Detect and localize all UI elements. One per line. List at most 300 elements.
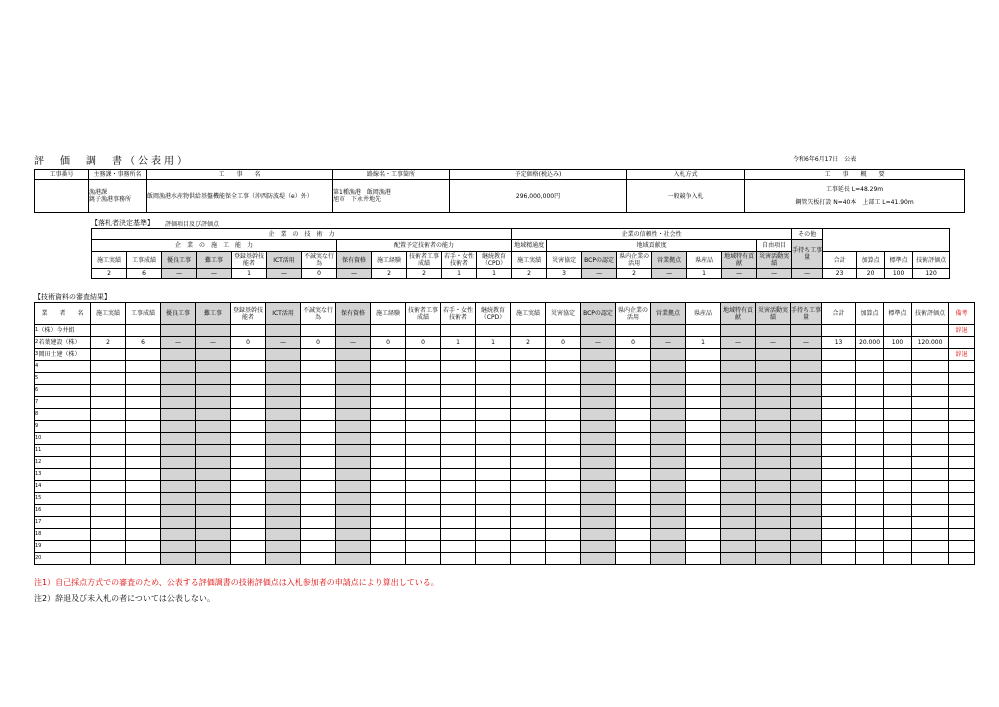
result-cell: [856, 529, 884, 541]
result-cell: [161, 397, 196, 409]
remarks-cell: [949, 541, 975, 553]
result-cell: [161, 481, 196, 493]
result-cell: [822, 373, 856, 385]
result-cell: [476, 493, 511, 505]
document-title: 評 価 調 書（公表用）: [34, 156, 190, 167]
result-cell: [721, 541, 756, 553]
result-cell: [196, 349, 231, 361]
result-cell: [266, 481, 301, 493]
result-cell: [266, 469, 301, 481]
crit-col: ICT活用: [267, 252, 302, 269]
result-cell: [196, 325, 231, 337]
result-cell: [126, 445, 161, 457]
result-cell: —: [161, 337, 196, 349]
result-cell: 120.000: [912, 337, 949, 349]
result-cell: —: [196, 337, 231, 349]
sub-construction-ability: 企 業 の 施 工 能 力: [92, 240, 337, 252]
result-cell: [546, 553, 581, 565]
result-cell: [822, 457, 856, 469]
result-cell: [616, 409, 651, 421]
row-number: 13: [35, 469, 39, 481]
result-cell: [546, 445, 581, 457]
result-cell: [406, 553, 441, 565]
result-cell: [721, 433, 756, 445]
route-cell: [333, 180, 450, 213]
result-cell: [884, 397, 912, 409]
dept-line2: 銚子漁港事務所: [89, 196, 132, 203]
result-cell: [441, 385, 476, 397]
dept-line1: 漁港課: [89, 189, 108, 196]
result-cell: [686, 469, 721, 481]
result-cell: [91, 421, 126, 433]
result-cell: [791, 409, 822, 421]
result-cell: [791, 433, 822, 445]
result-cell: [196, 529, 231, 541]
table-row: [35, 553, 975, 565]
result-cell: [91, 553, 126, 565]
result-cell: [756, 325, 791, 337]
result-cell: [616, 397, 651, 409]
result-cell: [196, 445, 231, 457]
result-cell: [856, 397, 884, 409]
result-cell: [301, 385, 336, 397]
result-cell: [441, 433, 476, 445]
result-cell: [371, 517, 406, 529]
result-col-header: 加算点: [856, 303, 884, 325]
result-cell: 13: [822, 337, 856, 349]
sub-local-knowledge: 地域精通度: [512, 240, 547, 252]
result-cell: [406, 385, 441, 397]
note-2: 注2）辞退及び未入札の者については公表しない。: [34, 594, 215, 603]
result-cell: [441, 553, 476, 565]
result-cell: [511, 505, 546, 517]
result-cell: [91, 445, 126, 457]
result-cell: [161, 457, 196, 469]
result-cell: [912, 385, 949, 397]
result-cell: [546, 361, 581, 373]
remarks-cell: [949, 337, 975, 349]
criteria-value: 100: [885, 269, 913, 279]
result-cell: [791, 553, 822, 565]
summary-line1: 工事延長 L=48.29m: [825, 186, 884, 193]
result-cell: [161, 541, 196, 553]
summary-line2: 鋼管矢板打設 N=40本 上部工 L=41.90m: [795, 199, 914, 206]
result-cell: [721, 421, 756, 433]
result-cell: [756, 517, 791, 529]
result-cell: [721, 457, 756, 469]
vendor-name: [39, 433, 91, 445]
result-cell: [336, 397, 371, 409]
result-cell: [441, 493, 476, 505]
row-number: 6: [35, 385, 39, 397]
result-cell: [476, 433, 511, 445]
result-cell: [371, 553, 406, 565]
result-col-header: 登録基幹技能者: [231, 303, 266, 325]
result-col-header: 施工実績: [91, 303, 126, 325]
result-cell: [406, 493, 441, 505]
result-cell: [581, 445, 616, 457]
result-cell: 2: [511, 337, 546, 349]
table-row: [35, 349, 975, 361]
col-header-summary: 工 事 概 要: [745, 170, 965, 180]
result-cell: [686, 349, 721, 361]
vendor-name: [39, 553, 91, 565]
result-cell: [721, 409, 756, 421]
table-row: [35, 481, 975, 493]
table-row: [35, 529, 975, 541]
result-cell: [791, 325, 822, 337]
result-cell: [721, 397, 756, 409]
result-cell: [822, 325, 856, 337]
result-cell: [651, 325, 686, 337]
result-cell: [581, 505, 616, 517]
row-number: 12: [35, 457, 39, 469]
result-cell: [791, 517, 822, 529]
result-cell: [791, 373, 822, 385]
table-row: [35, 505, 975, 517]
result-cell: [721, 517, 756, 529]
result-cell: [441, 517, 476, 529]
result-cell: [476, 397, 511, 409]
result-cell: [756, 529, 791, 541]
col-header-route: 路線名・工事箇所: [333, 170, 450, 180]
result-cell: [266, 457, 301, 469]
result-cell: [581, 529, 616, 541]
result-cell: [511, 349, 546, 361]
result-cell: [686, 481, 721, 493]
criteria-value: —: [792, 269, 823, 279]
table-row: [35, 361, 975, 373]
result-cell: [616, 505, 651, 517]
remarks-cell: [949, 373, 975, 385]
result-cell: [511, 397, 546, 409]
result-cell: [791, 493, 822, 505]
result-cell: [476, 469, 511, 481]
result-cell: [651, 505, 686, 517]
result-cell: [686, 433, 721, 445]
result-cell: [441, 397, 476, 409]
result-cell: [912, 445, 949, 457]
result-cell: [511, 481, 546, 493]
result-cell: [791, 445, 822, 457]
result-cell: [301, 541, 336, 553]
result-cell: [756, 481, 791, 493]
criteria-value: —: [337, 269, 372, 279]
result-cell: [511, 445, 546, 457]
result-cell: [791, 505, 822, 517]
criteria-value: 1: [232, 269, 267, 279]
result-cell: [616, 541, 651, 553]
result-cell: [791, 397, 822, 409]
result-cell: [476, 385, 511, 397]
result-cell: 20.000: [856, 337, 884, 349]
result-cell: [441, 541, 476, 553]
result-cell: 6: [126, 337, 161, 349]
table-row: [35, 433, 975, 445]
result-cell: [884, 409, 912, 421]
vendor-name: [39, 421, 91, 433]
result-cell: [476, 409, 511, 421]
result-cell: [581, 481, 616, 493]
result-cell: [126, 505, 161, 517]
result-cell: [196, 385, 231, 397]
criteria-value: —: [722, 269, 757, 279]
result-cell: [884, 481, 912, 493]
result-cell: [651, 385, 686, 397]
result-cell: —: [756, 337, 791, 349]
criteria-value: —: [267, 269, 302, 279]
result-cell: [266, 325, 301, 337]
result-cell: [791, 421, 822, 433]
result-cell: [441, 373, 476, 385]
group-social: 企業の信頼性・社会性: [512, 229, 792, 240]
result-cell: [511, 325, 546, 337]
result-col-header: 標準点: [884, 303, 912, 325]
project-info-table: [34, 169, 965, 213]
result-cell: [91, 433, 126, 445]
result-cell: [651, 493, 686, 505]
result-cell: [161, 373, 196, 385]
result-cell: [756, 385, 791, 397]
result-cell: [196, 553, 231, 565]
result-cell: [476, 325, 511, 337]
result-cell: [756, 553, 791, 565]
result-col-header: 技術評価点: [912, 303, 949, 325]
result-cell: [756, 361, 791, 373]
result-cell: [546, 541, 581, 553]
result-cell: 0: [371, 337, 406, 349]
result-cell: [884, 493, 912, 505]
result-cell: [161, 493, 196, 505]
route-line1: 第1種漁港 飯岡漁港: [333, 189, 391, 196]
result-cell: [231, 541, 266, 553]
result-cell: [371, 385, 406, 397]
result-col-header: 地域特有貢献: [721, 303, 756, 325]
result-cell: [336, 373, 371, 385]
result-cell: 0: [616, 337, 651, 349]
result-cell: [856, 505, 884, 517]
result-cell: [231, 397, 266, 409]
result-cell: [266, 505, 301, 517]
result-cell: [441, 457, 476, 469]
result-cell: [371, 469, 406, 481]
result-cell: [546, 457, 581, 469]
result-cell: [616, 373, 651, 385]
table-row: [35, 469, 975, 481]
result-cell: [912, 349, 949, 361]
result-cell: [336, 349, 371, 361]
result-col-header: 手持ち工事量: [791, 303, 822, 325]
result-cell: 2: [91, 337, 126, 349]
result-cell: [126, 409, 161, 421]
crit-col: 工事成績: [127, 252, 162, 269]
result-cell: [686, 457, 721, 469]
result-cell: [546, 349, 581, 361]
result-cell: [371, 445, 406, 457]
result-cell: [126, 361, 161, 373]
result-cell: [161, 421, 196, 433]
result-cell: [196, 433, 231, 445]
result-cell: [91, 541, 126, 553]
result-cell: [581, 421, 616, 433]
result-cell: [756, 445, 791, 457]
result-cell: [546, 493, 581, 505]
result-cell: [196, 457, 231, 469]
result-cell: [884, 469, 912, 481]
result-cell: [686, 505, 721, 517]
result-cell: [616, 445, 651, 457]
result-cell: [126, 421, 161, 433]
result-cell: [231, 385, 266, 397]
result-cell: [756, 349, 791, 361]
result-col-header: 不誠実な行為: [301, 303, 336, 325]
result-cell: [721, 505, 756, 517]
result-cell: [616, 553, 651, 565]
result-cell: [266, 361, 301, 373]
result-cell: [231, 445, 266, 457]
result-cell: [616, 385, 651, 397]
group-tech: 企 業 の 技 術 力: [92, 229, 512, 240]
result-cell: [856, 385, 884, 397]
result-cell: [822, 469, 856, 481]
result-cell: [161, 385, 196, 397]
result-cell: [651, 481, 686, 493]
result-cell: [856, 469, 884, 481]
result-cell: [476, 373, 511, 385]
result-cell: [856, 421, 884, 433]
result-cell: [231, 421, 266, 433]
row-number: 7: [35, 397, 39, 409]
result-cell: [884, 325, 912, 337]
result-cell: [756, 493, 791, 505]
row-number: 1: [35, 325, 39, 337]
result-cell: [546, 325, 581, 337]
result-cell: [856, 457, 884, 469]
result-cell: [336, 517, 371, 529]
col-header-number: 工事番号: [35, 170, 89, 180]
criteria-value: 20: [857, 269, 885, 279]
result-cell: [756, 541, 791, 553]
result-cell: [884, 433, 912, 445]
result-col-header: 施工実績: [511, 303, 546, 325]
vendor-name: [39, 481, 91, 493]
result-cell: [822, 493, 856, 505]
result-cell: [884, 553, 912, 565]
result-cell: [126, 541, 161, 553]
result-cell: [336, 541, 371, 553]
result-cell: [336, 325, 371, 337]
result-cell: [406, 457, 441, 469]
row-number: 14: [35, 481, 39, 493]
result-cell: [371, 481, 406, 493]
result-cell: [231, 505, 266, 517]
result-cell: [546, 385, 581, 397]
crit-col: 県内企業の活用: [617, 252, 652, 269]
result-cell: [791, 529, 822, 541]
result-cell: [686, 553, 721, 565]
result-cell: [266, 553, 301, 565]
result-cell: [822, 553, 856, 565]
result-cell: [231, 325, 266, 337]
result-cell: [721, 445, 756, 457]
result-cell: [301, 529, 336, 541]
result-cell: [371, 397, 406, 409]
result-cell: [791, 481, 822, 493]
result-cell: [822, 409, 856, 421]
result-cell: —: [266, 337, 301, 349]
sub-workload: 手持ち工事量: [792, 240, 823, 269]
result-cell: [301, 493, 336, 505]
result-cell: [651, 517, 686, 529]
result-cell: —: [791, 337, 822, 349]
result-cell: [441, 361, 476, 373]
result-cell: [406, 517, 441, 529]
vendor-name: 若葉建設（株）: [39, 337, 91, 349]
remarks-cell: [949, 553, 975, 565]
crit-col: 継続教育（CPD）: [477, 252, 512, 269]
result-cell: [912, 469, 949, 481]
row-number: 19: [35, 541, 39, 553]
result-cell: [912, 421, 949, 433]
result-cell: [651, 445, 686, 457]
result-cell: [476, 481, 511, 493]
result-cell: [721, 529, 756, 541]
result-cell: [546, 433, 581, 445]
result-col-header: 県産品: [686, 303, 721, 325]
result-cell: [884, 505, 912, 517]
result-cell: [912, 481, 949, 493]
result-cell: [546, 517, 581, 529]
result-cell: [912, 433, 949, 445]
result-cell: [511, 553, 546, 565]
work-name: 飯岡漁港水産物供給基盤機能保全工事（沖西防波堤（e）外）: [147, 180, 333, 213]
result-cell: [126, 385, 161, 397]
result-cell: [511, 385, 546, 397]
vendor-name: [39, 505, 91, 517]
result-cell: [822, 541, 856, 553]
result-cell: [721, 325, 756, 337]
result-cell: [336, 361, 371, 373]
result-cell: [884, 421, 912, 433]
result-cell: [756, 409, 791, 421]
result-cell: [266, 529, 301, 541]
result-cell: [856, 373, 884, 385]
table-row: [35, 457, 975, 469]
result-cell: [856, 409, 884, 421]
result-cell: 1: [441, 337, 476, 349]
table-row: [35, 445, 975, 457]
result-cell: —: [581, 337, 616, 349]
result-cell: [511, 433, 546, 445]
result-cell: [406, 397, 441, 409]
result-cell: [511, 409, 546, 421]
result-cell: [441, 481, 476, 493]
result-cell: [756, 457, 791, 469]
result-cell: [336, 421, 371, 433]
result-cell: [581, 385, 616, 397]
result-cell: [231, 457, 266, 469]
vendor-name: [39, 529, 91, 541]
result-cell: [651, 421, 686, 433]
result-cell: [301, 517, 336, 529]
result-cell: [651, 349, 686, 361]
result-cell: [581, 325, 616, 337]
result-col-header: 合計: [822, 303, 856, 325]
crit-col: 保有資格: [337, 252, 372, 269]
result-cell: [301, 409, 336, 421]
crit-col: 施工実績: [92, 252, 127, 269]
criteria-value: 2: [92, 269, 127, 279]
